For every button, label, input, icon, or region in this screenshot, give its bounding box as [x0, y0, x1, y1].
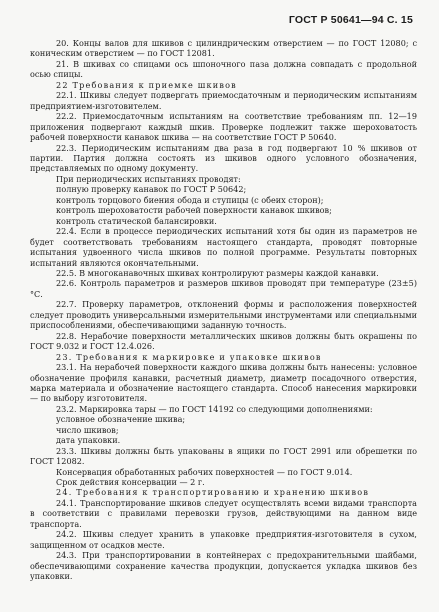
- page-header: ГОСТ Р 50641—94 С. 15: [288, 14, 413, 26]
- paragraph-22-5: 22.5. В многоканавочных шкивах контролируют размеры каждой канавки.: [56, 267, 379, 278]
- paragraph-23-2: 23.2. Маркировка тары — по ГОСТ 14192 со следующими дополнениями:: [56, 403, 373, 414]
- section-heading-22: 22 Требования к приемке шкивов: [56, 79, 237, 90]
- paragraph-24-2: 24.2. Шкивы следует хранить в упаковке предприятия-изготовителя в сухом, защищенном от осадков месте.: [30, 529, 417, 550]
- list-item: дата упаковки.: [56, 435, 121, 446]
- list-item: контроль торцового биения обода и ступицы (с обеих сторон);: [56, 194, 324, 205]
- list-item: условное обозначение шкива;: [56, 414, 186, 425]
- document-body: [30, 38, 417, 582]
- paragraph-24-3: 24.3. При транспортировании в контейнерах с предохранительными шайбами, обеспечивающими сохранение качества продукции, допускается укладка шкивов без упаковки.: [30, 550, 417, 582]
- paragraph-conservation-term: Срок действия консервации — 2 г.: [56, 477, 205, 488]
- paragraph-24-1: 24.1. Транспортирование шкивов следует осуществлять всеми видами транспорта в соответствии с правилами перевозки грузов, действующими на данном виде транспорта.: [30, 497, 417, 529]
- paragraph-20: 20. Концы валов для шкивов с цилиндрическим отверстием — по ГОСТ 12080; с коническим отверстием — по ГОСТ 12081.: [30, 38, 417, 59]
- list-item: контроль статической балансировки.: [56, 215, 217, 226]
- paragraph-conservation: Консервация обработанных рабочих поверхностей — по ГОСТ 9.014.: [56, 466, 353, 477]
- paragraph-23-1: 23.1. На нерабочей поверхности каждого шкива должны быть нанесены: условное обозначение профиля канавки, расчетный диаметр, диаметр посадочного отверстия, марка материала и обозначение настоящего стандарта. Способ нанесения маркировки — по выбору изготовителя.: [30, 362, 417, 404]
- paragraph-22-1: 22.1. Шкивы следует подвергать приемосдаточным и периодическим испытаниям предприятием-изготовителем.: [30, 90, 417, 111]
- paragraph-22-8: 22.8. Нерабочие поверхности металлических шкивов должны быть окрашены по ГОСТ 9.032 и ГОСТ 12.4.026.: [30, 330, 417, 352]
- paragraph-22-4: 22.4. Если в процессе периодических испытаний хотя бы один из параметров не будет соответствовать требованиям настоящего стандарта, проводят повторные испытания удвоенного числа шкивов по полной программе. Результаты повторных испытаний являются окончательными.: [30, 226, 417, 268]
- paragraph-22-6: 22.6. Контроль параметров и размеров шкивов проводят при температуре (23±5) °С.: [30, 278, 417, 299]
- paragraph-22-3: 22.3. Периодическим испытаниям два раза в год подвергают 10 % шкивов от партии. Партия должна состоять из шкивов одного условного обозначения, представляемых по одному документу.: [30, 142, 417, 174]
- list-item: контроль шероховатости рабочей поверхности канавок шкивов;: [56, 205, 332, 216]
- section-heading-23: 23. Требования к маркировке и упаковке шкивов: [56, 351, 322, 362]
- section-heading-24: 24. Требования к транспортированию и хранению шкивов: [56, 487, 370, 498]
- paragraph-21: 21. В шкивах со спицами ось шпоночного паза должна совпадать с продольной осью спицы.: [30, 58, 417, 80]
- list-intro: При периодических испытаниях проводят:: [56, 173, 241, 184]
- paragraph-22-7: 22.7. Проверку параметров, отклонений формы и расположения поверхностей следует проводить универсальными измерительными инструментами или специальными приспособлениями, обеспечивающими заданную точность.: [30, 299, 417, 331]
- paragraph-23-3: 23.3. Шкивы должны быть упакованы в ящики по ГОСТ 2991 или обрешетки по ГОСТ 12082.: [30, 445, 417, 467]
- paragraph-22-2: 22.2. Приемосдаточным испытаниям на соответствие требованиям пп. 12—19 приложения подвергают каждый шкив. Проверке подлежит также шероховатость рабочей поверхности канавок шкива — на соответствие ГОСТ Р 50640.: [30, 111, 417, 143]
- list-item: число шкивов;: [56, 424, 119, 435]
- list-item: полную проверку канавок по ГОСТ Р 50642;: [56, 184, 247, 195]
